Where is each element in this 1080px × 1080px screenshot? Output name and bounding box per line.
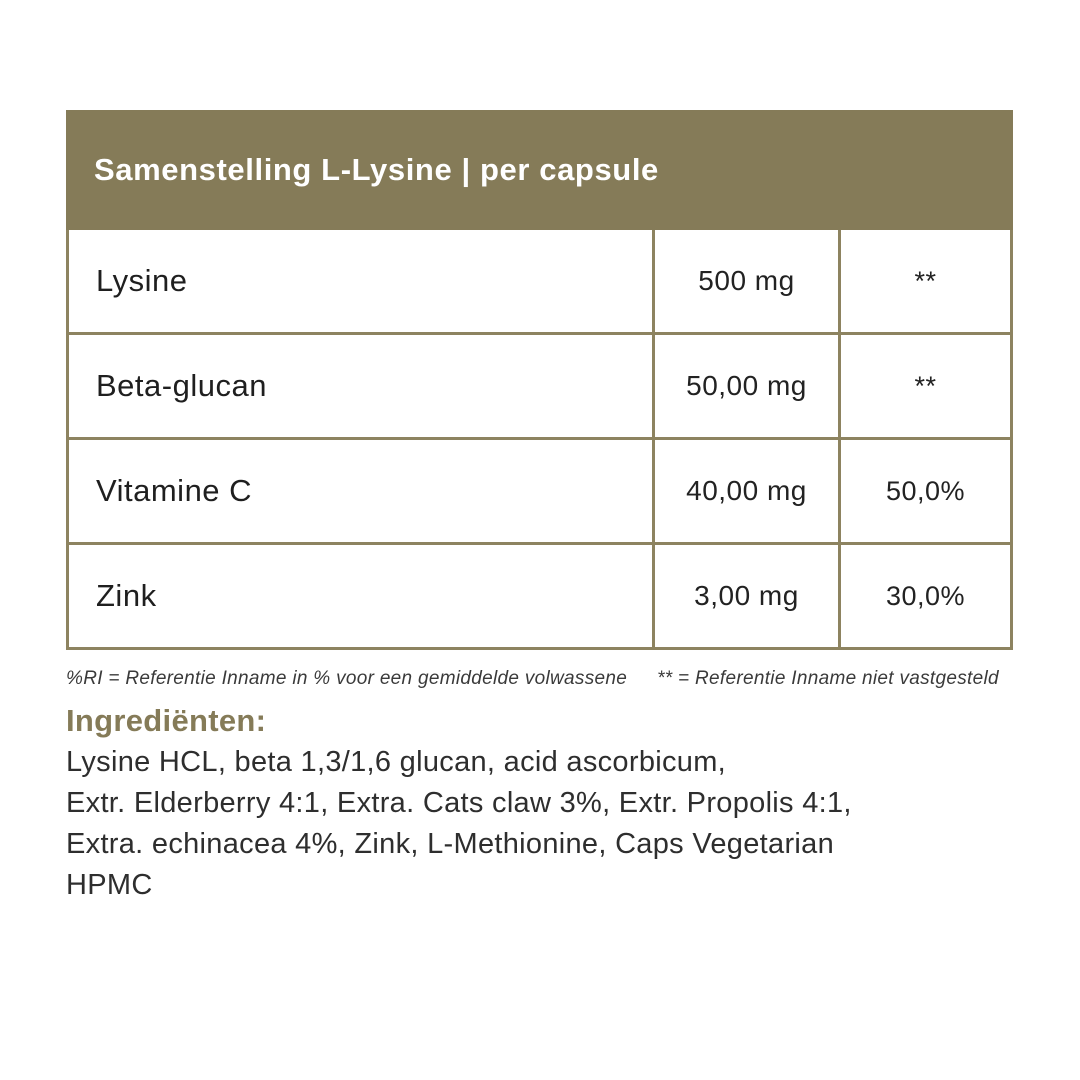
table-body — [66, 230, 1013, 650]
nutrient-amount: 3,00 mg — [652, 545, 838, 647]
ingredients-list — [66, 742, 966, 906]
table-row — [69, 545, 1010, 647]
ingredients-line: Lysine HCL, beta 1,3/1,6 glucan, acid ascorbicum, — [66, 746, 727, 778]
nutrient-name: Vitamine C — [96, 473, 253, 508]
ingredients-heading: Ingrediënten: — [66, 703, 267, 738]
table-header-bar — [66, 110, 1013, 230]
nutrient-ri: ** — [838, 230, 1010, 332]
nutrient-ri: ** — [838, 335, 1010, 437]
nutrient-amount: 50,00 mg — [652, 335, 838, 437]
nutrient-amount: 500 mg — [652, 230, 838, 332]
table-row — [69, 335, 1010, 440]
ingredients-line: Extr. Elderberry 4:1, Extra. Cats claw 3%, Extr. Propolis 4:1, — [66, 787, 852, 819]
nutrient-name: Beta-glucan — [96, 368, 267, 403]
ri-definition: %RI = Referentie Inname in % voor een gemiddelde volwassene — [66, 668, 628, 689]
nutrient-name: Zink — [96, 578, 157, 613]
nutrient-amount: 40,00 mg — [652, 440, 838, 542]
ingredients-line: HPMC — [66, 869, 153, 901]
table-row — [69, 230, 1010, 335]
reference-intake-footnote — [66, 668, 1013, 690]
nutrient-ri: 30,0% — [838, 545, 1010, 647]
ingredients-line: Extra. echinacea 4%, Zink, L-Methionine, Caps Vegetarian — [66, 828, 834, 860]
nutrient-ri: 50,0% — [838, 440, 1010, 542]
nutrient-name: Lysine — [96, 263, 188, 298]
supplement-facts-table — [66, 110, 1013, 650]
asterisk-definition: ** = Referentie Inname niet vastgesteld — [657, 668, 999, 689]
table-row — [69, 440, 1010, 545]
table-title: Samenstelling L-Lysine | per capsule — [94, 152, 659, 187]
